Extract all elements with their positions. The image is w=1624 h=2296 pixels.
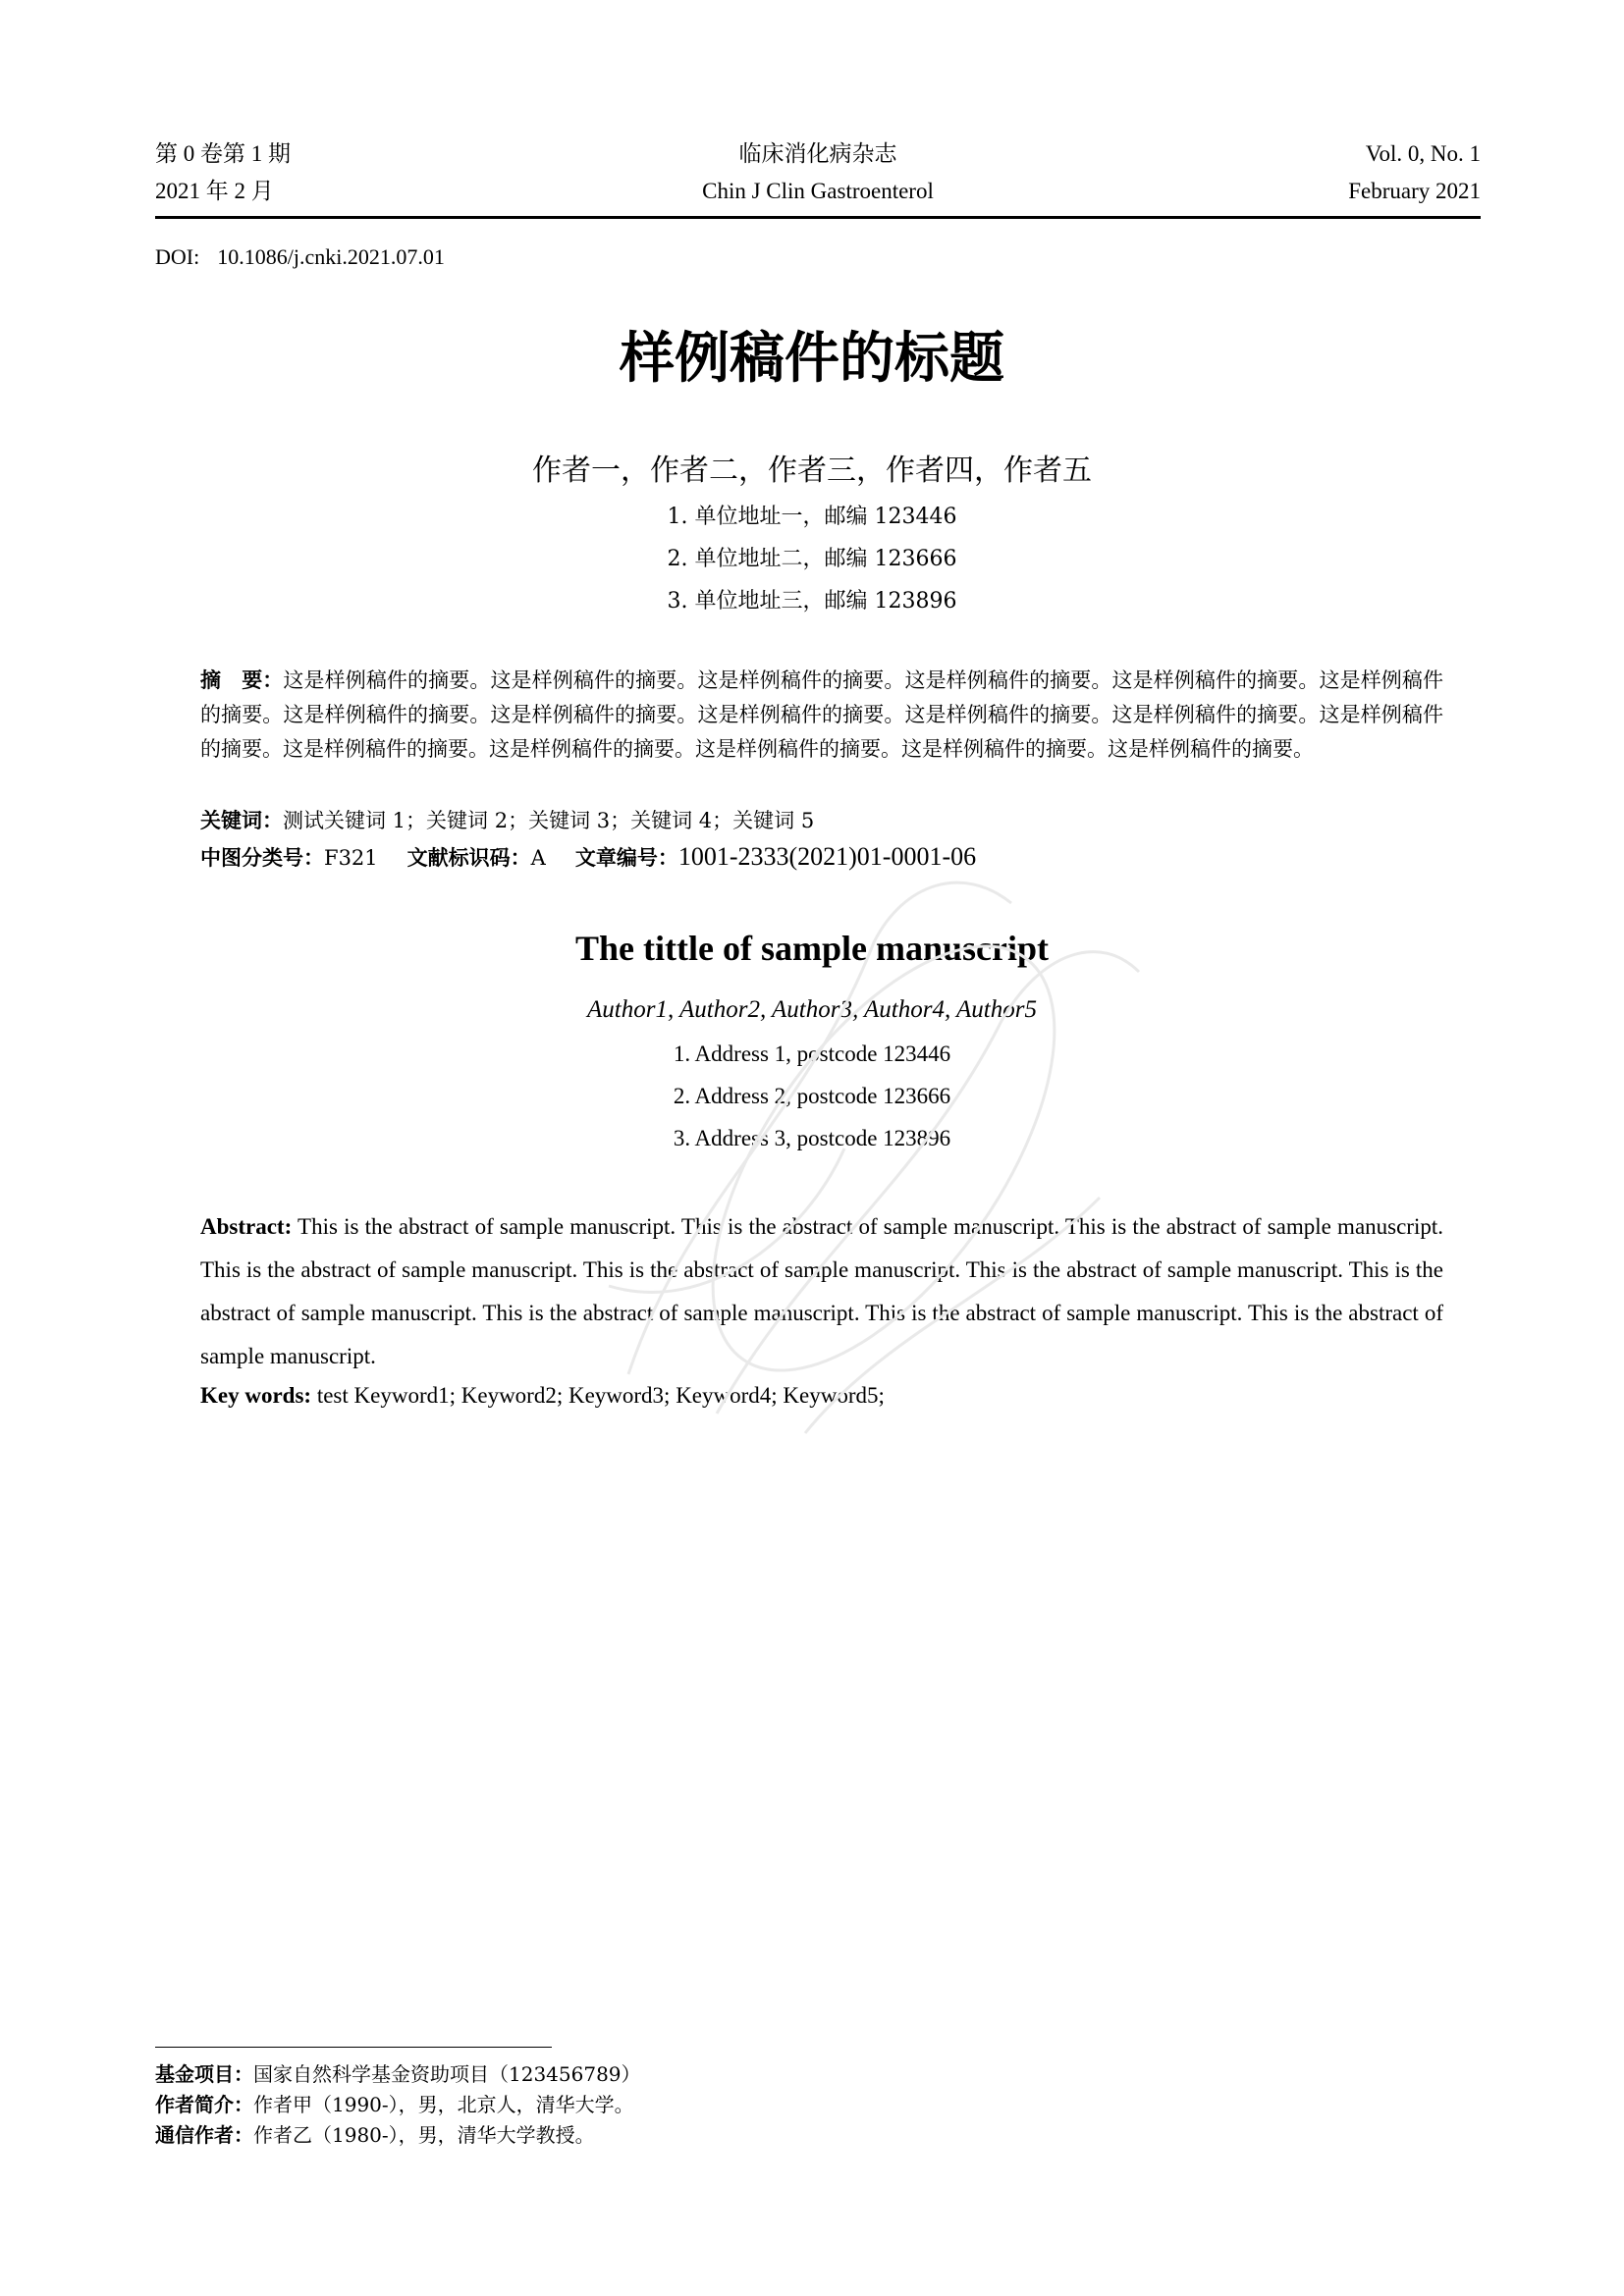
class-value: F321	[324, 846, 378, 870]
abstract-cn-text: 这是样例稿件的摘要。这是样例稿件的摘要。这是样例稿件的摘要。这是样例稿件的摘要。这是样例稿件的摘要。这是样例稿件的摘要。这是样例稿件的摘要。这是样例稿件的摘要。这是样例稿件的摘要。这是样例稿件的摘要。这是样例稿件的摘要。这是样例稿件的摘要。这是样例稿件的摘要。这是样例稿件的摘要。这是样例稿件的摘要。这是样例稿件的摘要。这是样例稿件的摘要。	[200, 668, 1444, 761]
addresses-english	[0, 1033, 1624, 1159]
authors-english: Author1, Author2, Author3, Author4, Author5	[587, 996, 1037, 1023]
header-rule	[155, 216, 1481, 219]
footnotes	[155, 2059, 641, 2151]
address-cn-1: 1. 单位地址一，邮编 123446	[667, 505, 957, 529]
corr-label: 通信作者：	[155, 2123, 253, 2147]
address-en-2: 2. Address 2, postcode 123666	[673, 1084, 951, 1108]
article-no-value: 1001-2333(2021)01-0001-06	[677, 842, 977, 871]
volume-issue-cn: 第 0 卷第 1 期	[155, 141, 291, 166]
doi-label: DOI:	[155, 244, 200, 269]
doi-value[interactable]: 10.1086/j.cnki.2021.07.01	[217, 244, 445, 269]
keywords-cn-label: 关键词：	[200, 809, 283, 832]
article-no-label: 文章编号：	[574, 846, 678, 870]
authors-chinese: 作者一，作者二，作者三，作者四，作者五	[532, 454, 1092, 488]
abstract-chinese	[200, 664, 1443, 767]
doc-code-value: A	[530, 846, 546, 870]
address-en-3: 3. Address 3, postcode 123896	[673, 1126, 951, 1150]
footnote-rule	[155, 2047, 552, 2048]
title-chinese: 样例稿件的标题	[620, 327, 1004, 391]
keywords-cn-text: 测试关键词 1；关键词 2；关键词 3；关键词 4；关键词 5	[283, 809, 815, 832]
date-en: February 2021	[1348, 179, 1481, 203]
keywords-en-label: Key words:	[200, 1383, 312, 1408]
volume-issue-en: Vol. 0, No. 1	[1365, 141, 1481, 166]
bio-text: 作者甲（1990-），男，北京人，清华大学。	[253, 2093, 634, 2116]
running-header	[155, 135, 1481, 218]
footnote-bio	[155, 2090, 641, 2120]
fund-label: 基金项目：	[155, 2062, 253, 2086]
abstract-en-text: This is the abstract of sample manuscript. This is the abstract of sample manuscript. This is the abstract of sample manuscript. This is the abstract of sample manuscript. This is the abstract of sample manuscript. This is the abstract of sample manuscript. This is the abstract of sample manuscript. This is the abstract of sample manuscript. This is the abstract of sample manuscript. This is the abstract of sample manuscript.	[200, 1214, 1443, 1368]
classification-line	[200, 839, 1443, 876]
date-cn: 2021 年 2 月	[155, 179, 274, 203]
bio-label: 作者简介：	[155, 2093, 253, 2116]
keywords-chinese	[200, 803, 1443, 838]
doc-code-label: 文献标识码：	[406, 846, 531, 870]
addresses-chinese	[0, 496, 1624, 622]
doi-line	[155, 241, 445, 273]
keywords-en-text: test Keyword1; Keyword2; Keyword3; Keyword4; Keyword5;	[316, 1383, 885, 1408]
corr-text: 作者乙（1980-），男，清华大学教授。	[253, 2123, 595, 2147]
address-cn-3: 3. 单位地址三，邮编 123896	[667, 589, 957, 614]
footnote-corresponding	[155, 2120, 641, 2151]
fund-text: 国家自然科学基金资助项目（123456789）	[253, 2062, 641, 2086]
abstract-cn-label: 摘 要：	[200, 668, 284, 692]
address-cn-2: 2. 单位地址二，邮编 123666	[667, 547, 957, 571]
title-english: The tittle of sample manuscript	[575, 929, 1049, 968]
keywords-english	[200, 1376, 1443, 1415]
class-label: 中图分类号：	[200, 846, 324, 870]
journal-name-en: Chin J Clin Gastroenterol	[702, 179, 934, 203]
journal-name-cn: 临床消化病杂志	[738, 141, 897, 166]
footnote-fund	[155, 2059, 641, 2090]
abstract-english	[200, 1205, 1443, 1378]
address-en-1: 1. Address 1, postcode 123446	[673, 1041, 951, 1066]
abstract-en-label: Abstract:	[200, 1214, 293, 1239]
